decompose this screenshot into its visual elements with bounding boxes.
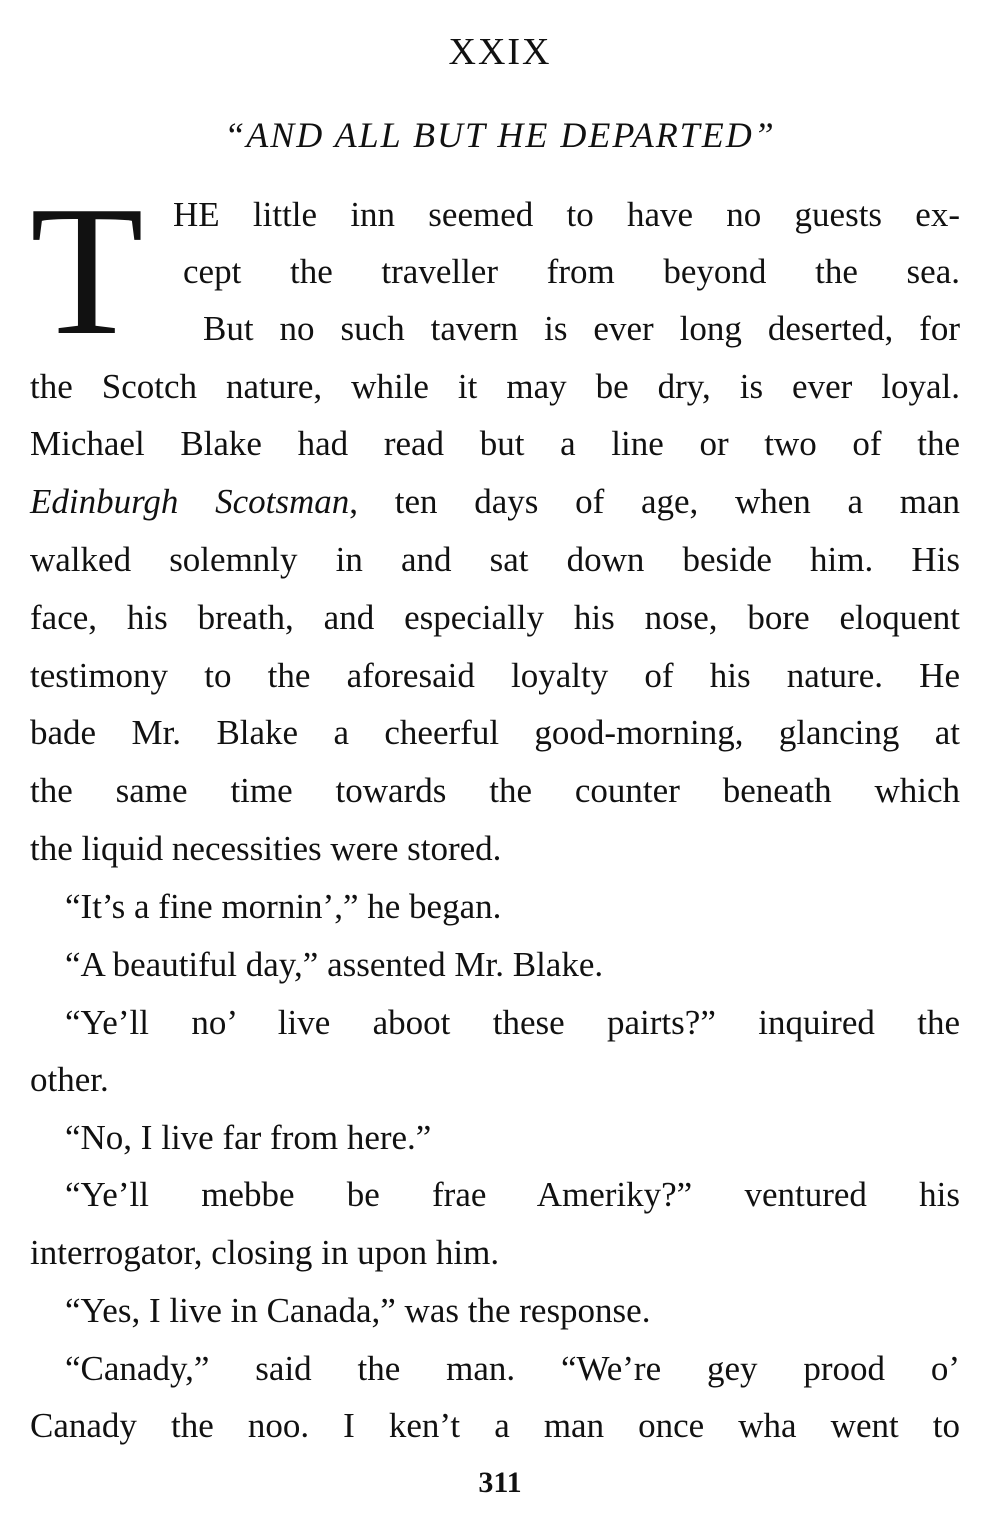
text-line: the liquid necessities were stored. <box>30 829 502 868</box>
text-line: cept the traveller from beyond the sea. <box>183 252 960 291</box>
text-line: face, his breath, and especially his nose, bore eloquent <box>30 598 960 637</box>
dialogue-line: “Canady,” said the man. “We’re gey prood o’ <box>65 1349 960 1388</box>
text-line: Canady the noo. I ken’t a man once wha went to <box>30 1406 960 1445</box>
text-line: Michael Blake had read but a line or two of the <box>30 424 960 463</box>
dialogue-line: “No, I live far from here.” <box>65 1118 432 1157</box>
text-line: But no such tavern is ever long deserted, for <box>203 309 960 348</box>
page-number: 311 <box>478 1466 522 1499</box>
dialogue-line: “Ye’ll no’ live aboot these pairts?” inquired the <box>65 1003 960 1042</box>
text-line: other. <box>30 1060 109 1099</box>
text-line-rest: , ten days of age, when a man <box>349 482 960 521</box>
drop-cap: T <box>30 168 144 374</box>
newspaper-title: Edinburgh Scotsman <box>30 482 350 521</box>
text-line: bade Mr. Blake a cheerful good-morning, glancing at <box>30 713 960 752</box>
text-line: the same time towards the counter beneath which <box>30 771 960 810</box>
text-line: the Scotch nature, while it may be dry, is ever loyal. <box>30 367 960 406</box>
dialogue-line: “Ye’ll mebbe be frae Ameriky?” ventured his <box>65 1175 960 1214</box>
dialogue-line: “Yes, I live in Canada,” was the response. <box>65 1291 651 1330</box>
dialogue-line: “It’s a fine mornin’,” he began. <box>65 887 502 926</box>
text-line: interrogator, closing in upon him. <box>30 1233 500 1272</box>
text-line: walked solemnly in and sat down beside him. His <box>30 540 960 579</box>
chapter-number: XXIX <box>448 31 552 73</box>
dialogue-line: “A beautiful day,” assented Mr. Blake. <box>65 945 604 984</box>
text-line: testimony to the aforesaid loyalty of his nature. He <box>30 656 960 695</box>
text-line-italic-start <box>30 473 960 530</box>
chapter-title: “AND ALL BUT HE DEPARTED” <box>224 115 776 155</box>
text-line: HE little inn seemed to have no guests ex- <box>173 195 960 234</box>
